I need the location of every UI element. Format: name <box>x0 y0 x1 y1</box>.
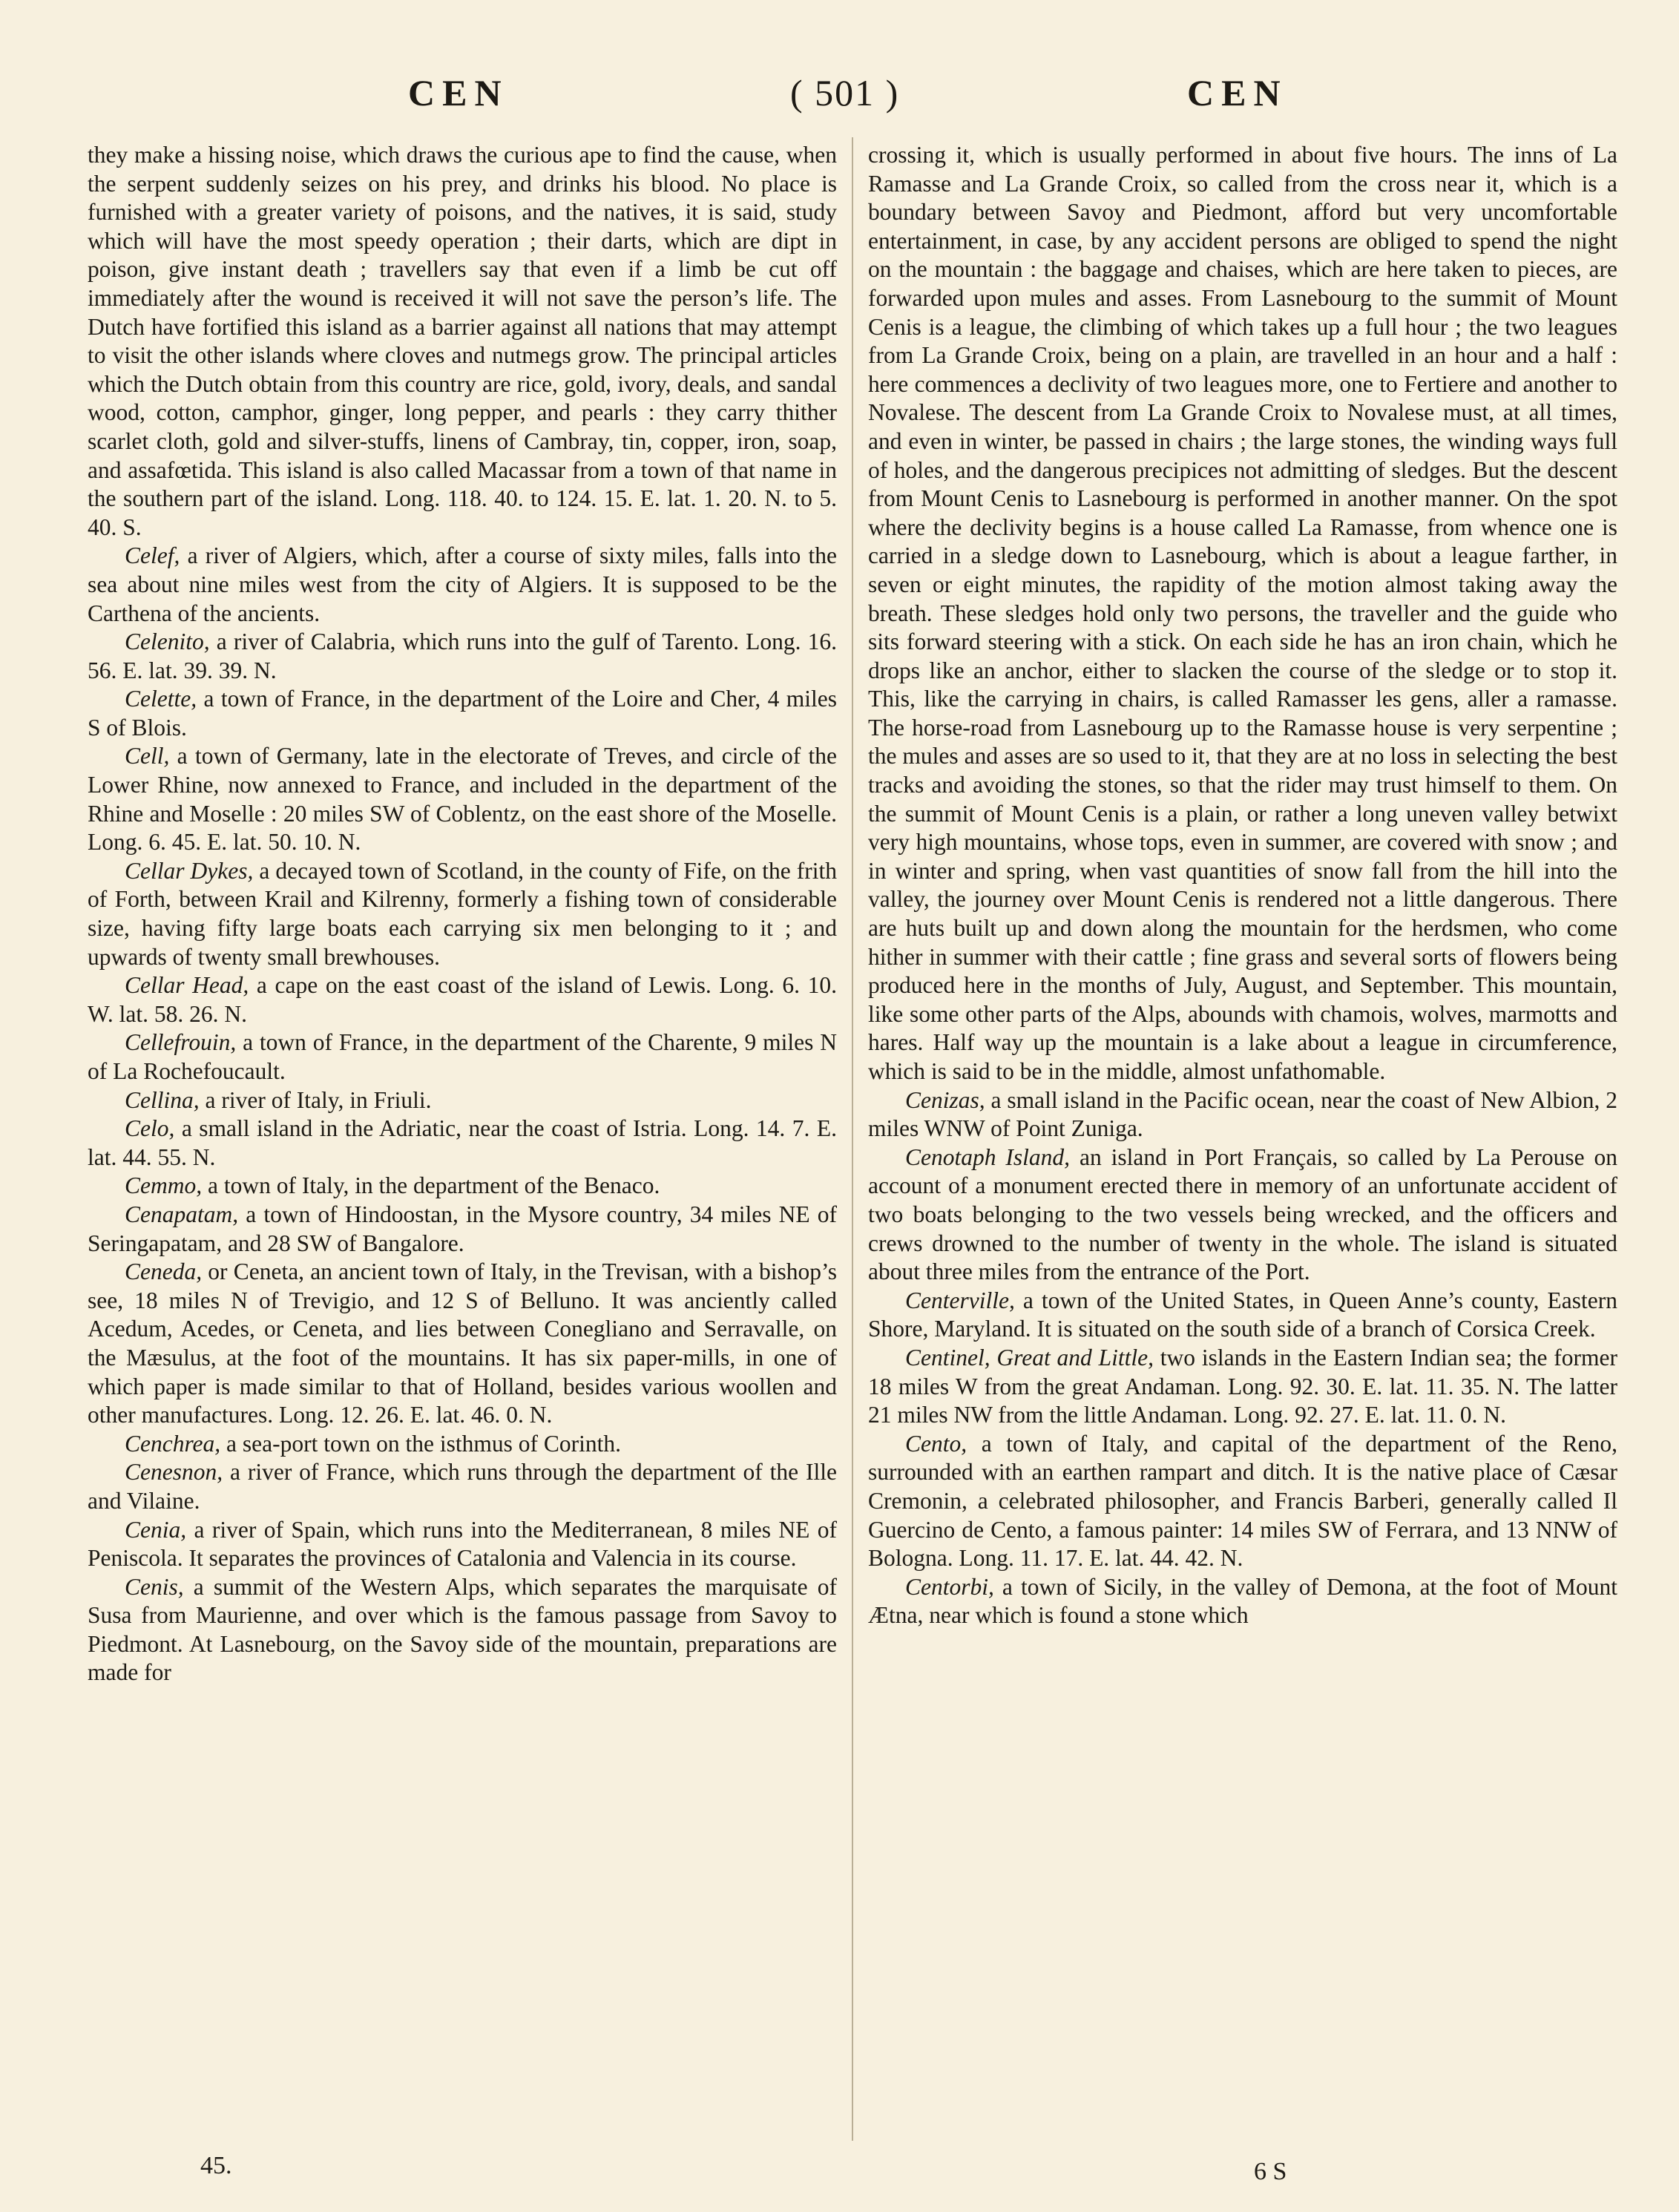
gazetteer-entry <box>88 1573 837 1687</box>
right-column <box>868 141 1617 1630</box>
signature-mark-right: 6 S <box>1254 2158 1287 2185</box>
left-column <box>88 141 837 1687</box>
entry-text: they make a hissing noise, which draws the curious ape to find the cause, when the serpent suddenly seizes on his prey, and drinks his blood. No place is furnished with a greater variety of poisons, and the natives, it is said, study which will have the most speedy operation ; their darts, which are dipt in poison, give instant death ; travellers say that even if a limb be cut off immediately after the wound is received it will not save the person’s life. The Dutch have fortified this island as a barrier against all nations that may attempt to visit the other islands where cloves and nutmegs grow. The principal articles which the Dutch obtain from this country are rice, gold, ivory, deals, and sandal wood, cotton, camphor, ginger, long pepper, and pearls : they carry thither scarlet cloth, gold and silver-stuffs, linens of Cambray, tin, copper, iron, soap, and assafœtida. This island is also called Macassar from a town of that name in the southern part of the island. Long. 118. 40. to 124. 15. E. lat. 1. 20. N. to 5. 40. S. <box>88 142 837 540</box>
entry-text: a town of Sicily, in the valley of Demona, at the foot of Mount Ætna, near which is found a stone which <box>868 1573 1617 1629</box>
entry-term: Centerville, <box>905 1287 1015 1313</box>
entry-term: Cento, <box>905 1430 967 1457</box>
header-right-word: CEN <box>1187 72 1288 114</box>
entry-text: a river of France, which runs through the department of the Ille and Vilaine. <box>88 1459 837 1514</box>
header-left-word: CEN <box>408 72 509 114</box>
entry-term: Cenia, <box>125 1516 187 1543</box>
entry-term: Cenis, <box>125 1573 184 1600</box>
entry-text: a river of Spain, which runs into the Mediterranean, 8 miles NE of Peniscola. It separates the provinces of Catalonia and Valencia in its course. <box>88 1516 837 1572</box>
gazetteer-entry <box>868 1086 1617 1143</box>
entry-term: Centinel, Great and Little, <box>905 1344 1154 1371</box>
entry-term: Cellefrouin, <box>125 1029 237 1056</box>
entry-text: a town of France, in the department of the Loire and Cher, 4 miles S of Blois. <box>88 686 837 741</box>
entry-text: crossing it, which is usually performed in about five hours. The inns of La Ramasse and La Grande Croix, so called from the cross near it, which is a boundary between Savoy and Piedmont, afford but very uncomfortable entertainment, in case, by any accident persons are obliged to spend the night on the mountain : the baggage and chaises, which are here taken to pieces, are forwarded upon mules and asses. From Lasnebourg to the summit of Mount Cenis is a league, the climbing of which takes up a full hour ; the two leagues from La Grande Croix, being on a plain, are travelled in an hour and a half : here commences a declivity of two leagues more, one to Fertiere and another to Novalese. The descent from La Grande Croix to Novalese must, at all times, and even in winter, be passed in chairs ; the large stones, the winding ways full of holes, and the dangerous precipices not admitting of sledges. But the descent from Mount Cenis to Lasnebourg is performed in another manner. On the spot where the declivity begins is a house called La Ramasse, from whence one is carried in a sledge down to Lasnebourg, which is about a league farther, in seven or eight minutes, the rapidity of the motion almost taking away the breath. These sledges hold only two persons, the traveller and the guide who sits forward steering with a stick. On each side he has an iron chain, which he drops like an anchor, either to slacken the course of the sledge or to stop it. This, like the carrying in chairs, is called Ramasser les gens, aller a ramasse. The horse-road from Lasnebourg up to the Ramasse house is very serpentine ; the mules and asses are so used to it, that they are at no loss in selecting the best tracks and avoiding the stones, so that the rider may trust himself to them. On the summit of Mount Cenis is a plain, or rather a long uneven valley betwixt very high mountains, whose tops, even in summer, are covered with snow ; and in winter and spring, when vast quantities of snow fall from the hill into the valley, the journey over Mount Cenis is rendered not a little dangerous. There are huts built up and down along the mountain for the herdsmen, who come hither in summer with their cattle ; fine grass and several sorts of flowers being produced here in the months of July, August, and September. This mountain, like some other parts of the Alps, abounds with chamois, wolves, marmotts and hares. Half way up the mountain is a lake about a league in circumference, which is said to be in the middle, almost unfathomable. <box>868 142 1617 1084</box>
entry-text: a town of Germany, late in the electorate of Treves, and circle of the Lower Rhine, now annexed to France, and included in the department of the Rhine and Moselle : 20 miles SW of Coblentz, on the east shore of the Moselle. Long. 6. 45. E. lat. 50. 10. N. <box>88 743 837 856</box>
entry-text: an island in Port Français, so called by La Perouse on account of a monument erected there in memory of an unfortunate accident of two boats belonging to the two vessels being wrecked, and the officers and crews drowned to the number of twenty in the whole. The island is situated about three miles from the entrance of the Port. <box>868 1143 1617 1285</box>
gazetteer-entry <box>868 1573 1617 1630</box>
entry-term: Cenotaph Island, <box>905 1143 1071 1170</box>
entry-text: a summit of the Western Alps, which separates the marquisate of Susa from Maurienne, and over which is the famous passage from Savoy to Piedmont. At Lasnebourg, on the Savoy side of the mountain, preparations are made for <box>88 1573 837 1686</box>
column-divider <box>852 137 853 2141</box>
running-header <box>82 71 1603 123</box>
entry-text: a river of Algiers, which, after a course of sixty miles, falls into the sea about nine miles west from the city of Algiers. It is supposed to be the Carthena of the ancients. <box>88 542 837 626</box>
entry-term: Cenapatam, <box>125 1201 239 1227</box>
gazetteer-entry <box>88 685 837 742</box>
entry-term: Celo, <box>125 1115 175 1142</box>
entry-term: Celenito, <box>125 629 210 655</box>
entry-term: Celef, <box>125 542 180 569</box>
gazetteer-entry <box>868 1430 1617 1573</box>
gazetteer-entry <box>88 742 837 856</box>
entry-term: Cellar Head, <box>125 972 249 999</box>
entry-text: a decayed town of Scotland, in the county of Fife, on the frith of Forth, between Krail and Kilrenny, formerly a fishing town of considerable size, having fifty large boats each carrying six men belonging to it ; and upwards of twenty small brewhouses. <box>88 857 837 970</box>
gazetteer-entry <box>868 1143 1617 1287</box>
entry-term: Cell, <box>125 743 170 769</box>
entry-term: Centorbi, <box>905 1573 994 1600</box>
entry-term: Celette, <box>125 686 197 712</box>
gazetteer-entry <box>88 1458 837 1515</box>
page-number: ( 501 ) <box>790 72 900 114</box>
entry-text: two islands in the Eastern Indian sea; the former 18 miles W from the great Andaman. Long. 92. 30. E. lat. 11. 35. N. The latter 21 miles NW from the little Andaman. Long. 92. 27. E. lat. 11. 0. N. <box>868 1344 1617 1428</box>
gazetteer-entry <box>88 542 837 628</box>
entry-term: Cellina, <box>125 1086 200 1113</box>
entry-term: Cellar Dykes, <box>125 857 254 884</box>
gazetteer-entry <box>88 971 837 1028</box>
gazetteer-entry <box>88 857 837 971</box>
entry-text: a town of Hindoostan, in the Mysore country, 34 miles NE of Seringapatam, and 28 SW of Bangalore. <box>88 1201 837 1256</box>
entry-term: Cemmo, <box>125 1172 203 1199</box>
entry-term: Ceneda, <box>125 1258 203 1285</box>
entry-text: a river of Italy, in Friuli. <box>199 1086 432 1113</box>
gazetteer-entry <box>88 1258 837 1430</box>
entry-text: a cape on the east coast of the island of Lewis. Long. 6. 10. W. lat. 58. 26. N. <box>88 972 837 1027</box>
entry-text: a town of France, in the department of the Charente, 9 miles N of La Rochefoucault. <box>88 1029 837 1084</box>
entry-text: a town of the United States, in Queen Anne’s county, Eastern Shore, Maryland. It is situated on the south side of a branch of Corsica Creek. <box>868 1287 1617 1342</box>
entry-term: Cenesnon, <box>125 1459 223 1486</box>
gazetteer-entry <box>88 1028 837 1086</box>
gazetteer-entry <box>88 628 837 685</box>
continued-paragraph <box>88 141 837 542</box>
entry-text: a small island in the Adriatic, near the coast of Istria. Long. 14. 7. E. lat. 44. 55. N. <box>88 1115 837 1170</box>
gazetteer-entry <box>868 1287 1617 1344</box>
continued-paragraph <box>868 141 1617 1086</box>
signature-mark-left: 45. <box>200 2152 232 2179</box>
gazetteer-entry <box>88 1430 837 1459</box>
entry-text: or Ceneta, an ancient town of Italy, in the Trevisan, with a bishop’s see, 18 miles N of Trevigio, and 12 S of Belluno. It was anciently called Acedum, Acedes, or Ceneta, and lies between Conegliano and Serravalle, on the Mæsulus, at the foot of the mountains. It has six paper-mills, in one of which paper is made similar to that of Holland, besides various woollen and other manufactures. Long. 12. 26. E. lat. 46. 0. N. <box>88 1258 837 1428</box>
gazetteer-entry <box>868 1344 1617 1430</box>
entry-text: a town of Italy, in the department of the Benaco. <box>202 1172 660 1199</box>
entry-text: a river of Calabria, which runs into the gulf of Tarento. Long. 16. 56. E. lat. 39. 39. N. <box>88 629 837 683</box>
entry-text: a small island in the Pacific ocean, near the coast of New Albion, 2 miles WNW of Point Zuniga. <box>868 1086 1617 1142</box>
entry-text: a sea-port town on the isthmus of Corinth. <box>220 1430 621 1457</box>
entry-term: Cenchrea, <box>125 1430 221 1457</box>
gazetteer-entry <box>88 1172 837 1201</box>
entry-text: a town of Italy, and capital of the department of the Reno, surrounded with an earthen rampart and ditch. It is the native place of Cæsar Cremonin, a celebrated philosopher, and Francis Barberi, generally called Il Guercino de Cento, a famous painter: 14 miles SW of Ferrara, and 13 NNW of Bologna. Long. 11. 17. E. lat. 44. 42. N. <box>868 1430 1617 1572</box>
gazetteer-entry <box>88 1086 837 1115</box>
gazetteer-entry <box>88 1201 837 1258</box>
gazetteer-entry <box>88 1516 837 1573</box>
entry-term: Cenizas, <box>905 1086 985 1113</box>
gazetteer-entry <box>88 1115 837 1172</box>
